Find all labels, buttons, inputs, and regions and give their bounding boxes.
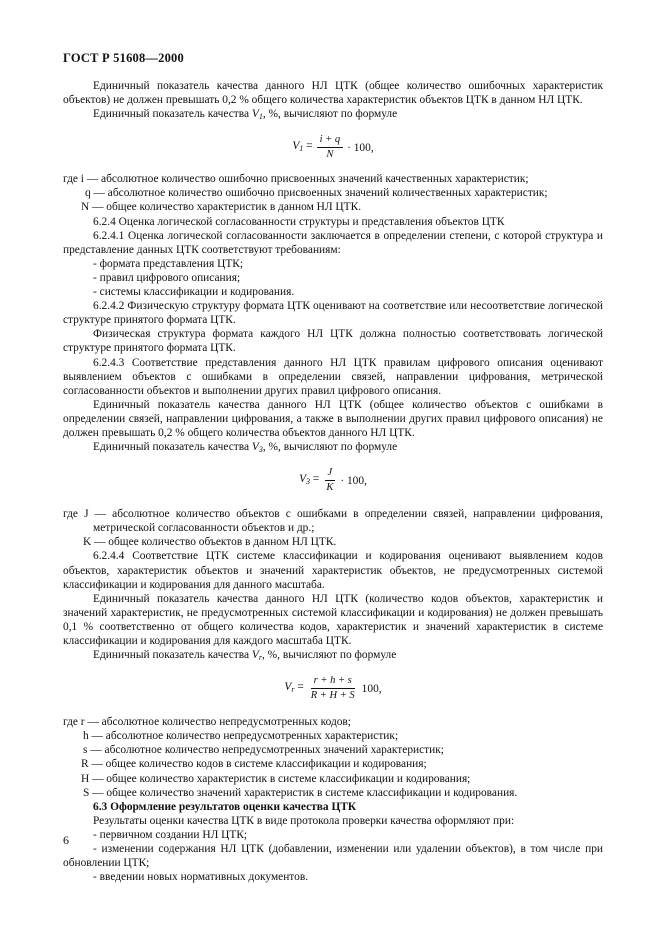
page-number: 6 <box>63 833 69 847</box>
formula-tail: · 100, <box>340 474 367 487</box>
list-item: - правил цифрового описания; <box>93 271 241 284</box>
paragraph: Единичный показатель качества данного НЛ ЦТК (количество кодов объектов, характеристик и значений характеристик, не предусмотренных системой классификации и кодирования) не должен превышать 0,1 % соответственно от общего количества кодов, характеристик и значений характеристик в системе классификации и кодирования для каждого масштаба ЦТК. <box>63 592 603 647</box>
formula-numerator: i + q <box>317 134 344 148</box>
paragraph: 6.2.4.4 Соответствие ЦТК системе классификации и кодирования оценивают выявлением кодов объектов, характеристик объектов и значений характеристик объектов, не предусмотренных системой классификации и кодирования для данного масштаба. <box>63 550 603 591</box>
paragraph: Физическая структура формата каждого НЛ ЦТК должна полностью соответствовать логической структуре принятого формата ЦТК. <box>63 328 603 355</box>
text: Единичный показатель качества <box>93 441 252 454</box>
paragraph: 6.2.4.3 Соответствие представления данного НЛ ЦТК правилам цифрового описания оценивают выявлением объектов с ошибками в определении связей, направлении цифрования, метрической согласованности объектов и выполнении других правил цифрового описания. <box>63 356 603 397</box>
paragraph <box>63 440 603 457</box>
paragraph: 6.2.4.2 Физическую структуру формата ЦТК оценивают на соответствие или несоответствие логической структуре принятого формата ЦТК. <box>63 300 603 327</box>
formula-numerator: J <box>325 467 336 481</box>
formula-lhs: V <box>292 140 300 153</box>
formula-vr: $V_r$ = $\frac{r + h + s}{R + H + S}$ 100, <box>284 675 382 702</box>
list-item: - системы классификации и кодирования. <box>93 286 295 299</box>
formula-lhs-sub: 3 <box>306 477 311 487</box>
paragraph: Единичный показатель качества данного НЛ ЦТК (общее количество ошибочных характеристик объектов) не должен превышать 0,2 % общего количества характеристик объектов ЦТК в данном НЛ ЦТК. <box>63 80 603 107</box>
where-line: K — общее количество объектов в данном НЛ ЦТК. <box>83 536 337 549</box>
paragraph <box>63 107 603 124</box>
formula-lhs-sub: 1 <box>299 144 304 154</box>
formula-v1: $V_1$ = $\frac{i + q}{N}$ · 100, <box>292 134 374 161</box>
variable: V <box>251 441 259 454</box>
paragraph: 6.2.4.1 Оценка логической согласованности заключается в определении степени, с которой структура и представление данных ЦТК соответствуют требованиям: <box>63 229 603 256</box>
text: , %, вычисляют по формуле <box>261 649 397 662</box>
variable: V <box>251 108 259 121</box>
formula-denominator: R + H + S <box>310 690 355 702</box>
variable: V <box>251 649 259 662</box>
document-page <box>63 0 603 936</box>
subscript: 1 <box>258 112 263 122</box>
section-heading: 6.2.4 Оценка логической согласованности структуры и представления объектов ЦТК <box>93 215 505 228</box>
document-header: ГОСТ Р 51608—2000 <box>63 51 184 65</box>
paragraph <box>63 648 603 665</box>
where-line: где r — абсолютное количество непредусмотренных кодов; <box>63 716 351 729</box>
where-line: h — абсолютное количество непредусмотренных характеристик; <box>83 730 399 743</box>
formula-numerator: r + h + s <box>311 675 355 689</box>
where-line: где i — абсолютное количество ошибочно присвоенных значений качественных характеристик; <box>63 173 529 186</box>
formula-lhs-sub: r <box>291 685 295 695</box>
text: Единичный показатель качества <box>93 108 252 121</box>
paragraph: Единичный показатель качества данного НЛ ЦТК (общее количество объектов с ошибками в определении связей, направлении цифрования, а также в выполнении других правил цифрового описания) не должен превышать 0,2 % общего количества объектов данного НЛ ЦТК. <box>63 398 603 439</box>
list-item: - изменении содержания НЛ ЦТК (добавлении, изменении или удалении объектов), в том числе при обновлении ЦТК; <box>63 843 603 870</box>
section-heading: 6.3 Оформление результатов оценки качества ЦТК <box>93 800 357 813</box>
formula-tail: · 100, <box>347 141 374 154</box>
list-item: - введении новых нормативных документов. <box>93 871 309 884</box>
list-item: - первичном создании НЛ ЦТК; <box>93 828 248 841</box>
text: Единичный показатель качества <box>93 649 252 662</box>
list-item: - формата представления ЦТК; <box>93 257 244 270</box>
where-line: R — общее количество кодов в системе классификации и кодирования; <box>81 758 427 771</box>
where-line: H — общее количество характеристик в системе классификации и кодирования; <box>81 772 471 785</box>
where-line: q — абсолютное количество ошибочно присвоенных значений количественных характеристик; <box>85 187 548 200</box>
formula-v3: $V_3$ = $\frac{J}{K}$ · 100, <box>299 467 367 494</box>
text: , %, вычисляют по формуле <box>262 441 398 454</box>
formula-lhs: V <box>284 681 292 694</box>
formula-denominator: K <box>326 482 334 494</box>
subscript: 3 <box>258 445 263 455</box>
text: , %, вычисляют по формуле <box>262 108 398 121</box>
where-line: где J — абсолютное количество объектов с ошибками в определении связей, направлении цифрования, метрической согласованности объектов и др.; <box>63 508 603 535</box>
subscript: r <box>258 653 262 663</box>
formula-tail: 100, <box>361 682 382 695</box>
formula-denominator: N <box>326 149 334 161</box>
document-body <box>63 79 603 884</box>
formula-lhs: V <box>299 473 307 486</box>
where-line: S — общее количество значений характеристик в системе классификации и кодирования. <box>83 786 518 799</box>
where-line: s — абсолютное количество непредусмотренных значений характеристик; <box>83 744 444 757</box>
where-line: N — общее количество характеристик в данном НЛ ЦТК. <box>81 201 362 214</box>
paragraph: Результаты оценки качества ЦТК в виде протокола проверки качества оформляют при: <box>93 814 515 827</box>
